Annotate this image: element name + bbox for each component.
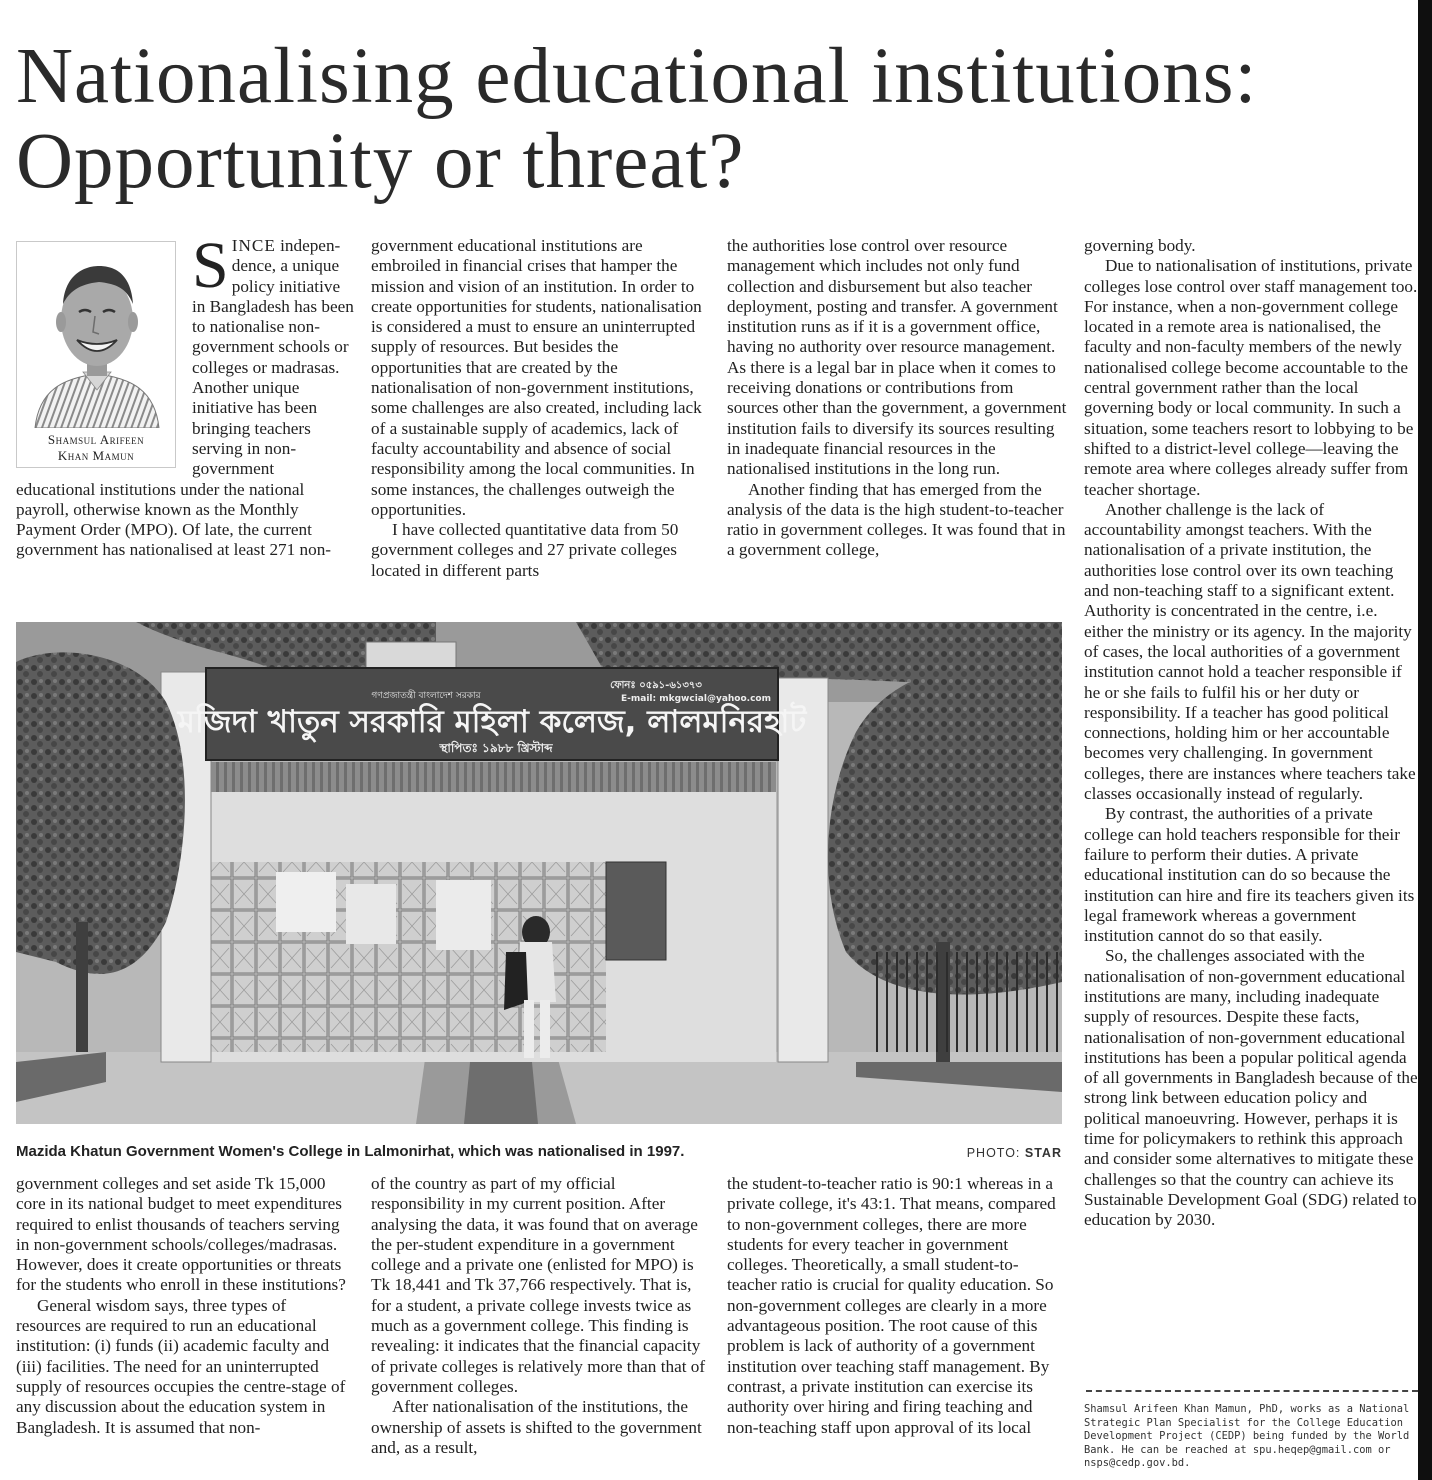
headline-line-1: Nationalising educational institutions: [16,33,1258,120]
page-edge-strip [1418,0,1432,1480]
photo-credit-label: PHOTO: [966,1146,1021,1160]
article-paragraph: I have collected quantitative data from 50 government colleges and 27 private colleges located in different parts [371,520,679,580]
lead-smallcaps: INCE [231,236,276,255]
college-gate-photo [16,622,1062,1124]
article-paragraph: After nationalisation of the institutions, the ownership of assets is shifted to the government and, as a result, [371,1397,702,1457]
article-paragraph: So, the challenges associated with the nationalisation of non-government educational institutions are many, including inadequate supply of resources. Despite these facts, nationalisation of non-government educational institutions has been a popular political agenda of all governments in Bangladesh because of the strong link between education policy and political manoeuvring. However, perhaps it is time for policymakers to rethink this approach and consider some alternatives to mitigate these challenges so that the country can achieve its Sustainable Development Goal (SDG) related to education by 2030. [1084,946,1418,1230]
author-bio: Shamsul Arifeen Khan Mamun, PhD, works as a National Strategic Plan Specialist for the College Education Development Project (CEDP) being funded by the World Bank. He can be reached at spu.heqep@gmail.com or nsps@cedp.gov.bd. [1084,1403,1410,1469]
drop-cap: S [192,236,229,302]
article-photo [16,622,1062,1124]
sign-est-text: স্থাপিতঃ ১৯৮৮ খ্রিস্টাব্দ [439,741,553,755]
column-1-bottom [16,1174,354,1480]
article-paragraph: government colleges and set aside Tk 15,000 core in its national budget to meet expenditures required to enlist thousands of teachers serving in non-government schools/colleges/madrasas. However, does it create opportunities or threats for the students who enroll in these institutions? [16,1174,346,1295]
article-paragraph: governing body. [1084,236,1196,255]
photo-credit [967,1143,1062,1163]
article-paragraph: Another finding that has emerged from the analysis of the data is the high student-to-teacher ratio in government colleges. It was found that in a government college, [727,479,1066,560]
article-paragraph: General wisdom says, three types of resources are required to run an educational institution: (i) funds (ii) academic faculty and (iii) facilities. The need for an uninterrupted supply of resources occupies the centre-stage of any discussion about the education system in Bangladesh. It is assumed that non- [16,1295,346,1437]
sign-email-text: E-mail: mkgwcial@yahoo.com [621,694,771,704]
article-paragraph: the student-to-teacher ratio is 90:1 whereas in a private college, it's 43:1. That means, compared to non-government colleges, there are more students for every teacher in government colleges. Theoretically, a small student-to-teacher ratio is crucial for quality education. So non-government colleges are clearly in a more advantageous position. The root cause of this problem is lack of authority of a government institution over teaching staff management. By contrast, a private institution can exercise its authority over hiring and firing teaching and non-teaching staff upon approval of its local [727,1174,1056,1437]
sign-top-text: গণপ্রজাতন্ত্রী বাংলাদেশ সরকার [371,691,481,701]
bio-divider [1086,1390,1418,1392]
photo-credit-source: STAR [1024,1146,1062,1160]
paragraph-text: indepen-dence, a unique policy initiative in Bangladesh has been to nationalise non-government schools or colleges or madrasas. Another unique initiative has been bringing teachers serving in non-government educational institutions under the national payroll, otherwise known as the Monthly Payment Order (MPO). Of late, the current government has nationalised at least 271 non- [16,236,354,560]
column-3-top [727,236,1067,604]
column-1-top [16,236,354,604]
headline [16,34,1411,204]
article-paragraph: the authorities lose control over resource management which includes not only fund collection and disbursement but also teacher deployment, posting and transfer. A government institution runs as if it is a government office, having no authority over resource management. As there is a legal bar in place when it comes to receiving donations or contributions from sources other than the government, a government institution fails to diversify its sources resulting in inadequate financial resources in the nationalised institutions in the long run. [727,236,1067,479]
headline-line-2: Opportunity or threat? [16,118,745,205]
caption-text: Mazida Khatun Government Women's College in Lalmonirhat, which was nationalised in 1997. [16,1143,685,1160]
column-2-bottom [371,1174,707,1480]
article-paragraph: government educational institutions are embroiled in financial crises that hamper the mission and vision of an institution. In order to create opportunities for students, nationalisation is considered a must to ensure an uninterrupted supply of resources. But besides the opportunities that are created by the nationalisation of non-government institutions, some challenges are also created, including lack of a sustainable supply of academics, lack of faculty accountability and absence of social responsibility among the local communities. In some instances, the challenges outweigh the opportunities. [371,236,702,519]
photo-caption [16,1142,1062,1164]
article-paragraph: Another challenge is the lack of accountability amongst teachers. With the nationalisation of a private institution, the authorities lose control over its own teaching and non-teaching staff to a significant extent. Authority is concentrated in the centre, i.e. either the ministry or its agency. In the majority of cases, the local authorities of a government institution cannot hold a teacher responsible if he or she fails to fulfil his or her duty or responsibility. If a teacher has good political connections, holding him or her accountable becomes very challenging. In government colleges, there are instances where teachers take classes occasionally instead of regularly. [1084,499,1416,804]
article-paragraph: Due to nationalisation of institutions, private colleges lose control over staff management too. For instance, when a non-government college located in a remote area is nationalised, the faculty and non-faculty members of the newly nationalised college become accountable to the central government rather than the local governing body or local community. In such a situation, some teachers resort to lobbying to be shifted to a district-level college—leaving the remote area where colleges already suffer from teacher shortage. [1084,256,1418,499]
author-name-line-2: Khan Mamun [57,448,135,463]
author-portrait [29,250,165,428]
sign-phone-text: ফোনঃ ০৫৯১-৬১৩৭৩ [610,680,702,691]
author-box [16,241,176,468]
article-paragraph: of the country as part of my official responsibility in my current position. After analysing the data, it was found that on average the per-student expenditure in a government college and a private one (enlisted for MPO) is Tk 18,441 and Tk 37,766 respectively. That is, for a student, a private college invests twice as much as a government college. This finding is revealing: it indicates that the financial capacity of private colleges is relatively more than that of government colleges. [371,1174,706,1396]
article-paragraph: By contrast, the authorities of a private college can hold teachers responsible for their failure to perform their duties. A private educational institution can do so because the institution can hire and fire its teachers given its legal framework whereas a government institution cannot do so that easily. [1084,804,1415,946]
author-name [17,432,175,464]
sign-main-text: মজিদা খাতুন সরকারি মহিলা কলেজ, লালমনিরহাট [177,704,807,740]
column-2-top [371,236,707,604]
column-4 [1084,236,1418,1388]
author-name-line-1: Shamsul Arifeen [47,432,145,447]
column-3-bottom [727,1174,1067,1480]
